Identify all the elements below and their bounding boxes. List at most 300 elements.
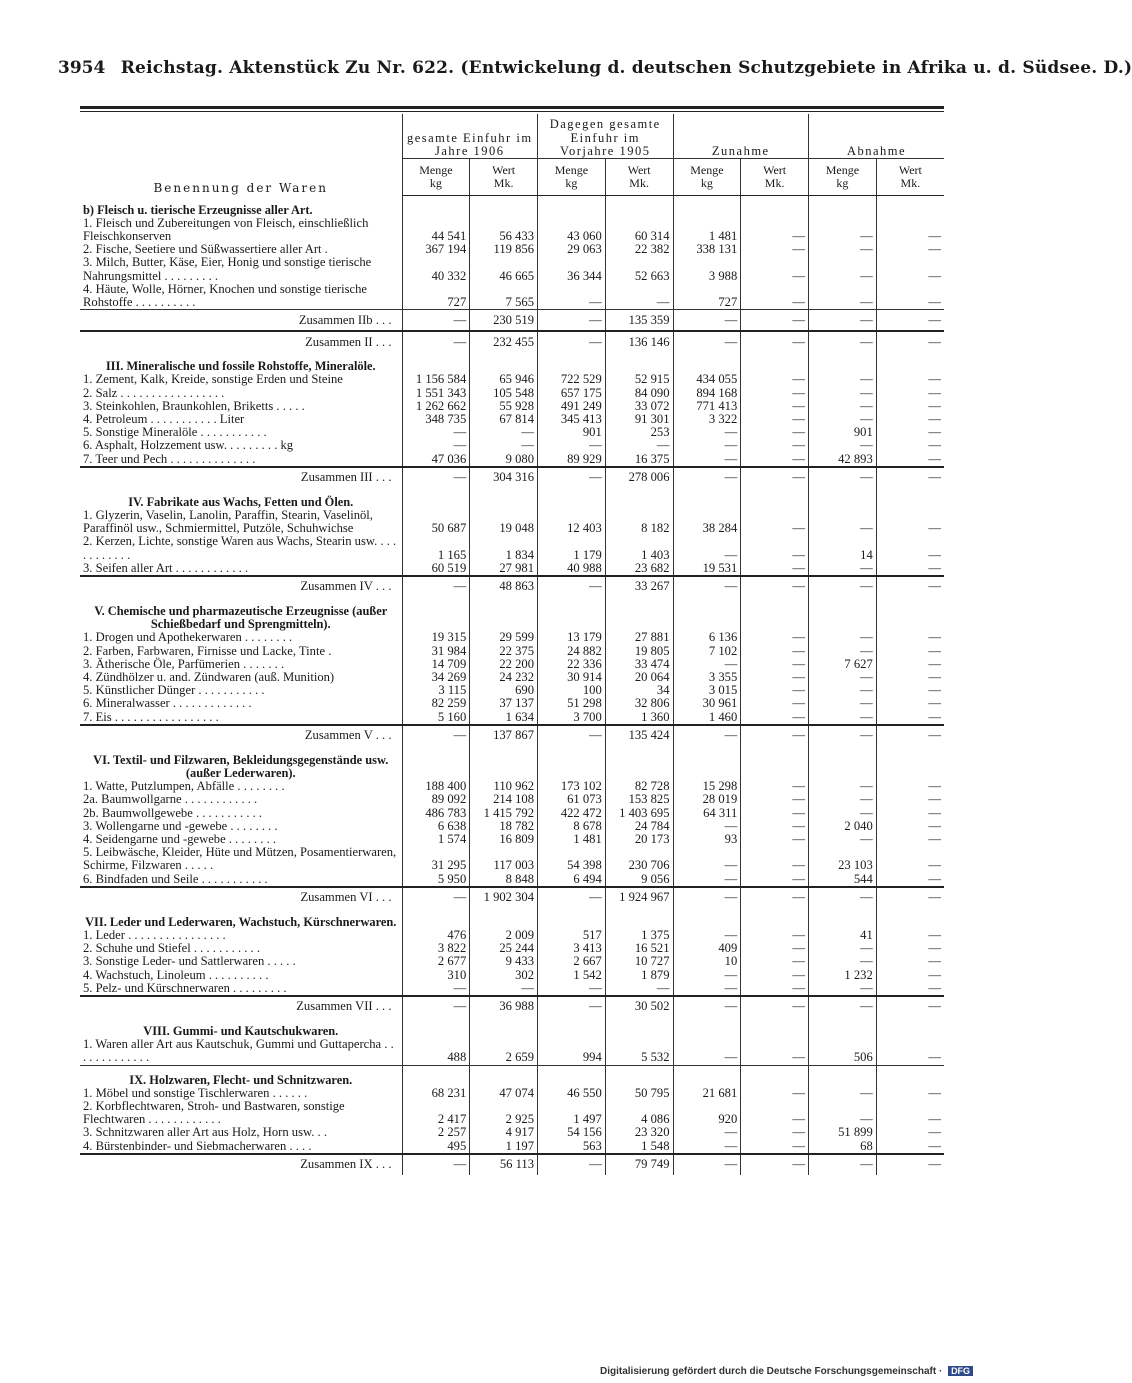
empty-cell: [809, 908, 877, 929]
row-label: 3. Sonstige Leder- und Sattlerwaren . . . . .: [83, 954, 296, 969]
value-cell: —: [673, 658, 741, 671]
value-cell: —: [809, 807, 877, 820]
table-row: [80, 217, 944, 243]
value-cell: —: [538, 576, 606, 597]
value-cell: 24 232: [470, 671, 538, 684]
value-cell: —: [673, 576, 741, 597]
empty-cell: [741, 196, 809, 217]
value-cell: 33 072: [605, 400, 673, 413]
subheader-wert: [470, 159, 538, 196]
empty-cell: [876, 1065, 944, 1087]
table-row: [80, 453, 944, 467]
value-cell: —: [402, 439, 470, 452]
value-cell: 1 634: [470, 711, 538, 725]
value-cell: 230 706: [605, 846, 673, 872]
total-row: [80, 1154, 944, 1175]
subheader-menge-label: Menge: [419, 162, 453, 177]
value-cell: 9 080: [470, 453, 538, 467]
value-cell: 2 257: [402, 1126, 470, 1139]
value-cell: —: [741, 929, 809, 942]
subheader-menge: [538, 159, 606, 196]
value-cell: —: [741, 1087, 809, 1100]
value-cell: —: [402, 331, 470, 352]
value-cell: —: [741, 331, 809, 352]
row-label: 1. Fleisch und Zubereitungen von Fleisch, einschließlich Fleischkonserven: [83, 215, 369, 243]
value-cell: —: [673, 996, 741, 1017]
empty-cell: [605, 746, 673, 780]
value-cell: 52 915: [605, 373, 673, 386]
subheader-wert-unit: Mk.: [900, 176, 921, 190]
value-cell: 31 295: [402, 846, 470, 872]
value-cell: 1 415 792: [470, 807, 538, 820]
value-cell: —: [809, 982, 877, 996]
value-cell: —: [876, 310, 944, 332]
value-cell: —: [876, 217, 944, 243]
empty-cell: [876, 746, 944, 780]
value-cell: —: [402, 467, 470, 488]
value-cell: 994: [538, 1038, 606, 1065]
value-cell: —: [673, 331, 741, 352]
value-cell: 5 160: [402, 711, 470, 725]
row-label: 2. Korbflechtwaren, Stroh- und Bastwaren, sonstige Flechtwaren . . . . . . . . . . . .: [83, 1099, 345, 1127]
value-cell: 60 314: [605, 217, 673, 243]
row-label: 3. Ätherische Öle, Parfümerien . . . . . . .: [83, 656, 285, 671]
value-cell: —: [876, 684, 944, 697]
value-cell: —: [876, 658, 944, 671]
value-cell: —: [876, 820, 944, 833]
row-label: 2. Salz . . . . . . . . . . . . . . . . .: [83, 385, 225, 400]
value-cell: —: [809, 684, 877, 697]
value-cell: —: [809, 793, 877, 806]
value-cell: —: [876, 439, 944, 452]
value-cell: —: [673, 1154, 741, 1175]
value-cell: 31 984: [402, 645, 470, 658]
table-row: [80, 969, 944, 982]
value-cell: 22 200: [470, 658, 538, 671]
value-cell: 82 259: [402, 697, 470, 710]
value-cell: 727: [673, 283, 741, 310]
total-row: [80, 310, 944, 332]
value-cell: 67 814: [470, 413, 538, 426]
value-cell: —: [876, 331, 944, 352]
value-cell: 19 805: [605, 645, 673, 658]
value-cell: 1 460: [673, 711, 741, 725]
value-cell: —: [876, 1126, 944, 1139]
value-cell: —: [402, 887, 470, 908]
total-label: Zusammen II . . .: [80, 331, 402, 352]
value-cell: 56 433: [470, 217, 538, 243]
value-cell: —: [741, 631, 809, 644]
value-cell: 13 179: [538, 631, 606, 644]
row-label: 4. Zündhölzer u. and. Zündwaren (auß. Munition): [83, 669, 335, 684]
value-cell: 24 882: [538, 645, 606, 658]
value-cell: —: [673, 982, 741, 996]
value-cell: 40 332: [402, 256, 470, 282]
subheader-menge: [673, 159, 741, 196]
value-cell: 23 320: [605, 1126, 673, 1139]
total-label: Zusammen IV . . .: [80, 576, 402, 597]
value-cell: —: [876, 631, 944, 644]
empty-cell: [876, 196, 944, 217]
total-row: [80, 576, 944, 597]
value-cell: 91 301: [605, 413, 673, 426]
value-cell: 304 316: [470, 467, 538, 488]
value-cell: 894 168: [673, 387, 741, 400]
value-cell: —: [741, 793, 809, 806]
section-title: VII. Leder und Lederwaren, Wachstuch, Kürschnerwaren.: [85, 914, 397, 929]
value-cell: 27 981: [470, 562, 538, 576]
value-cell: 68 231: [402, 1087, 470, 1100]
value-cell: 188 400: [402, 780, 470, 793]
value-cell: 84 090: [605, 387, 673, 400]
value-cell: 6 638: [402, 820, 470, 833]
value-cell: —: [876, 996, 944, 1017]
empty-cell: [605, 196, 673, 217]
value-cell: —: [876, 1154, 944, 1175]
section-title: IX. Holzwaren, Flecht- und Schnitzwaren.: [129, 1072, 353, 1087]
value-cell: 8 678: [538, 820, 606, 833]
header-rule-thin: [80, 111, 944, 112]
empty-cell: [605, 908, 673, 929]
total-row: [80, 996, 944, 1017]
value-cell: —: [741, 982, 809, 996]
empty-cell: [673, 488, 741, 509]
value-cell: 22 382: [605, 243, 673, 256]
value-cell: —: [538, 887, 606, 908]
table-row: [80, 562, 944, 576]
value-cell: —: [402, 982, 470, 996]
value-cell: 214 108: [470, 793, 538, 806]
table-row: [80, 697, 944, 710]
value-cell: —: [741, 955, 809, 968]
value-cell: —: [809, 697, 877, 710]
value-cell: —: [876, 387, 944, 400]
row-label: 1. Zement, Kalk, Kreide, sonstige Erden und Steine: [83, 372, 343, 387]
value-cell: 3 322: [673, 413, 741, 426]
value-cell: 153 825: [605, 793, 673, 806]
empty-cell: [538, 908, 606, 929]
table-row: [80, 645, 944, 658]
value-cell: 338 131: [673, 243, 741, 256]
empty-cell: [741, 908, 809, 929]
empty-cell: [673, 746, 741, 780]
value-cell: —: [876, 833, 944, 846]
value-cell: 1 902 304: [470, 887, 538, 908]
empty-cell: [605, 597, 673, 631]
value-cell: 1 197: [470, 1140, 538, 1154]
empty-cell: [538, 488, 606, 509]
value-cell: 89 092: [402, 793, 470, 806]
empty-cell: [741, 488, 809, 509]
row-label: 2. Schuhe und Stiefel . . . . . . . . . . .: [83, 941, 260, 956]
empty-cell: [809, 488, 877, 509]
value-cell: —: [809, 833, 877, 846]
empty-cell: [402, 196, 470, 217]
value-cell: 5 950: [402, 873, 470, 887]
value-cell: 1 165: [402, 535, 470, 561]
value-cell: —: [876, 243, 944, 256]
value-cell: —: [673, 467, 741, 488]
subheader-menge: [809, 159, 877, 196]
value-cell: —: [876, 873, 944, 887]
row-label: 4. Petroleum . . . . . . . . . . . Liter: [83, 411, 245, 426]
value-cell: 48 863: [470, 576, 538, 597]
value-cell: 4 917: [470, 1126, 538, 1139]
value-cell: 20 064: [605, 671, 673, 684]
empty-cell: [402, 488, 470, 509]
value-cell: 544: [809, 873, 877, 887]
empty-cell: [538, 352, 606, 373]
value-cell: 27 881: [605, 631, 673, 644]
value-cell: 901: [538, 426, 606, 439]
value-cell: 7 102: [673, 645, 741, 658]
value-cell: —: [741, 725, 809, 746]
value-cell: —: [809, 439, 877, 452]
value-cell: —: [876, 846, 944, 872]
row-label: 2. Farben, Farbwaren, Firnisse und Lacke, Tinte .: [83, 643, 332, 658]
value-cell: —: [741, 697, 809, 710]
value-cell: 30 961: [673, 697, 741, 710]
subheader-menge-label: Menge: [825, 162, 860, 177]
value-cell: —: [876, 807, 944, 820]
value-cell: —: [741, 807, 809, 820]
value-cell: 34: [605, 684, 673, 697]
value-cell: 93: [673, 833, 741, 846]
value-cell: 491 249: [538, 400, 606, 413]
value-cell: —: [673, 820, 741, 833]
value-cell: —: [605, 283, 673, 310]
value-cell: 64 311: [673, 807, 741, 820]
value-cell: —: [605, 982, 673, 996]
total-row: [80, 887, 944, 908]
value-cell: 232 455: [470, 331, 538, 352]
value-cell: —: [876, 256, 944, 282]
table-row: [80, 373, 944, 386]
empty-cell: [741, 746, 809, 780]
empty-cell: [470, 352, 538, 373]
value-cell: 44 541: [402, 217, 470, 243]
empty-cell: [876, 908, 944, 929]
value-cell: —: [538, 283, 606, 310]
value-cell: —: [809, 283, 877, 310]
value-cell: 3 988: [673, 256, 741, 282]
value-cell: —: [809, 467, 877, 488]
value-cell: 1 924 967: [605, 887, 673, 908]
value-cell: 19 315: [402, 631, 470, 644]
empty-cell: [605, 1017, 673, 1038]
value-cell: —: [605, 439, 673, 452]
value-cell: —: [402, 725, 470, 746]
empty-cell: [538, 597, 606, 631]
value-cell: 278 006: [605, 467, 673, 488]
value-cell: —: [809, 413, 877, 426]
row-label: 1. Leder . . . . . . . . . . . . . . . .: [83, 928, 226, 943]
value-cell: 52 663: [605, 256, 673, 282]
value-cell: —: [809, 1154, 877, 1175]
value-cell: —: [876, 780, 944, 793]
value-cell: 1 262 662: [402, 400, 470, 413]
value-cell: 18 782: [470, 820, 538, 833]
value-cell: 36 988: [470, 996, 538, 1017]
value-cell: 3 822: [402, 942, 470, 955]
value-cell: —: [876, 467, 944, 488]
value-cell: —: [809, 562, 877, 576]
value-cell: 16 809: [470, 833, 538, 846]
value-cell: 65 946: [470, 373, 538, 386]
table-row: [80, 846, 944, 872]
value-cell: —: [402, 996, 470, 1017]
subheader-wert: [605, 159, 673, 196]
value-cell: 1 403: [605, 535, 673, 561]
footer-text: Digitalisierung gefördert durch die Deutsche Forschungsgemeinschaft ·: [600, 1366, 943, 1377]
value-cell: —: [741, 426, 809, 439]
total-label: Zusammen VII . . .: [80, 996, 402, 1017]
row-label: 5. Sonstige Mineralöle . . . . . . . . . . .: [83, 425, 267, 440]
value-cell: 2 667: [538, 955, 606, 968]
header-rule: [80, 106, 944, 109]
empty-cell: [538, 1065, 606, 1087]
value-cell: —: [741, 846, 809, 872]
row-label: 1. Möbel und sonstige Tischlerwaren . . . . . .: [83, 1085, 308, 1100]
value-cell: —: [741, 1154, 809, 1175]
value-cell: —: [741, 969, 809, 982]
row-label: 1. Waren aller Art aus Kautschuk, Gummi und Guttapercha . . . . . . . . . . . . .: [80, 1038, 402, 1065]
value-cell: —: [809, 576, 877, 597]
value-cell: 30 914: [538, 671, 606, 684]
value-cell: 1 360: [605, 711, 673, 725]
value-cell: —: [876, 887, 944, 908]
group-header-increase: Zunahme: [673, 114, 809, 159]
value-cell: —: [876, 1038, 944, 1065]
value-cell: —: [741, 820, 809, 833]
value-cell: —: [876, 1087, 944, 1100]
value-cell: 6 494: [538, 873, 606, 887]
value-cell: 2 417: [402, 1100, 470, 1126]
group-header-decrease: Abnahme: [809, 114, 945, 159]
table-row: [80, 509, 944, 535]
row-label: 2b. Baumwollgewebe . . . . . . . . . . .: [83, 805, 263, 820]
value-cell: 110 962: [470, 780, 538, 793]
value-cell: —: [809, 1087, 877, 1100]
trade-table: [80, 114, 944, 1175]
subheader-wert-label: Wert: [763, 162, 787, 177]
table-row: [80, 711, 944, 725]
value-cell: —: [809, 725, 877, 746]
value-cell: —: [809, 1100, 877, 1126]
total-label: Zusammen IX . . .: [80, 1154, 402, 1175]
value-cell: —: [809, 256, 877, 282]
value-cell: 310: [402, 969, 470, 982]
value-cell: —: [876, 576, 944, 597]
section-title: III. Mineralische und fossile Rohstoffe, Mineralöle.: [105, 359, 376, 374]
value-cell: 488: [402, 1038, 470, 1065]
section-title: V. Chemische und pharmazeutische Erzeugnisse (außer Schießbedarf und Sprengmitteln).: [94, 603, 388, 632]
section-title: VIII. Gummi- und Kautschukwaren.: [143, 1024, 339, 1039]
value-cell: —: [876, 969, 944, 982]
empty-cell: [741, 1065, 809, 1087]
row-label: 3. Seifen aller Art . . . . . . . . . . . .: [80, 562, 402, 576]
empty-cell: [741, 1017, 809, 1038]
value-cell: —: [538, 996, 606, 1017]
dfg-logo: DFG: [948, 1366, 973, 1376]
value-cell: 135 359: [605, 310, 673, 332]
value-cell: —: [673, 725, 741, 746]
value-cell: —: [876, 929, 944, 942]
value-cell: 117 003: [470, 846, 538, 872]
value-cell: 3 355: [673, 671, 741, 684]
total-row: [80, 467, 944, 488]
value-cell: 37 137: [470, 697, 538, 710]
empty-cell: [809, 746, 877, 780]
value-cell: 89 929: [538, 453, 606, 467]
value-cell: 47 074: [470, 1087, 538, 1100]
section-title: IV. Fabrikate aus Wachs, Fetten und Ölen.: [128, 494, 354, 509]
row-label: 2. Fische, Seetiere und Süßwassertiere aller Art .: [83, 242, 328, 257]
value-cell: —: [741, 283, 809, 310]
value-cell: 422 472: [538, 807, 606, 820]
empty-cell: [402, 597, 470, 631]
value-cell: —: [809, 942, 877, 955]
subheader-menge-label: Menge: [554, 162, 589, 177]
empty-cell: [876, 1017, 944, 1038]
subheader-wert: [876, 159, 944, 196]
table-row: [80, 439, 944, 452]
subheader-wert-unit: Mk.: [493, 176, 514, 190]
value-cell: 34 269: [402, 671, 470, 684]
value-cell: —: [809, 711, 877, 725]
empty-cell: [673, 1017, 741, 1038]
value-cell: —: [876, 373, 944, 386]
table-row: [80, 658, 944, 671]
value-cell: 15 298: [673, 780, 741, 793]
value-cell: 9 056: [605, 873, 673, 887]
subheader-menge-unit: kg: [565, 176, 578, 190]
empty-cell: [741, 597, 809, 631]
table-row: [80, 1126, 944, 1139]
value-cell: 409: [673, 942, 741, 955]
value-cell: 8 848: [470, 873, 538, 887]
row-label: 4. Wachstuch, Linoleum . . . . . . . . . .: [83, 967, 269, 982]
value-cell: —: [809, 671, 877, 684]
value-cell: 1 834: [470, 535, 538, 561]
value-cell: 60 519: [402, 562, 470, 576]
row-label: 2. Kerzen, Lichte, sonstige Waren aus Wachs, Stearin usw. . . . . . . . . . . .: [83, 534, 397, 562]
value-cell: —: [538, 439, 606, 452]
value-cell: —: [809, 373, 877, 386]
subheader-menge-unit: kg: [429, 176, 442, 190]
table-row: [80, 793, 944, 806]
subheader-menge: [402, 159, 470, 196]
value-cell: —: [876, 982, 944, 996]
value-cell: 173 102: [538, 780, 606, 793]
value-cell: 476: [402, 929, 470, 942]
value-cell: 28 019: [673, 793, 741, 806]
value-cell: 46 550: [538, 1087, 606, 1100]
empty-cell: [470, 196, 538, 217]
value-cell: 22 375: [470, 645, 538, 658]
value-cell: —: [876, 413, 944, 426]
value-cell: 50 795: [605, 1087, 673, 1100]
value-cell: 56 113: [470, 1154, 538, 1175]
value-cell: 36 344: [538, 256, 606, 282]
row-label: 6. Asphalt, Holzzement usw. . . . . . . . . kg: [83, 438, 294, 453]
empty-cell: [741, 352, 809, 373]
value-cell: 2 040: [809, 820, 877, 833]
value-cell: —: [673, 846, 741, 872]
value-cell: —: [538, 725, 606, 746]
subheader-wert-label: Wert: [492, 162, 516, 177]
value-cell: —: [673, 426, 741, 439]
